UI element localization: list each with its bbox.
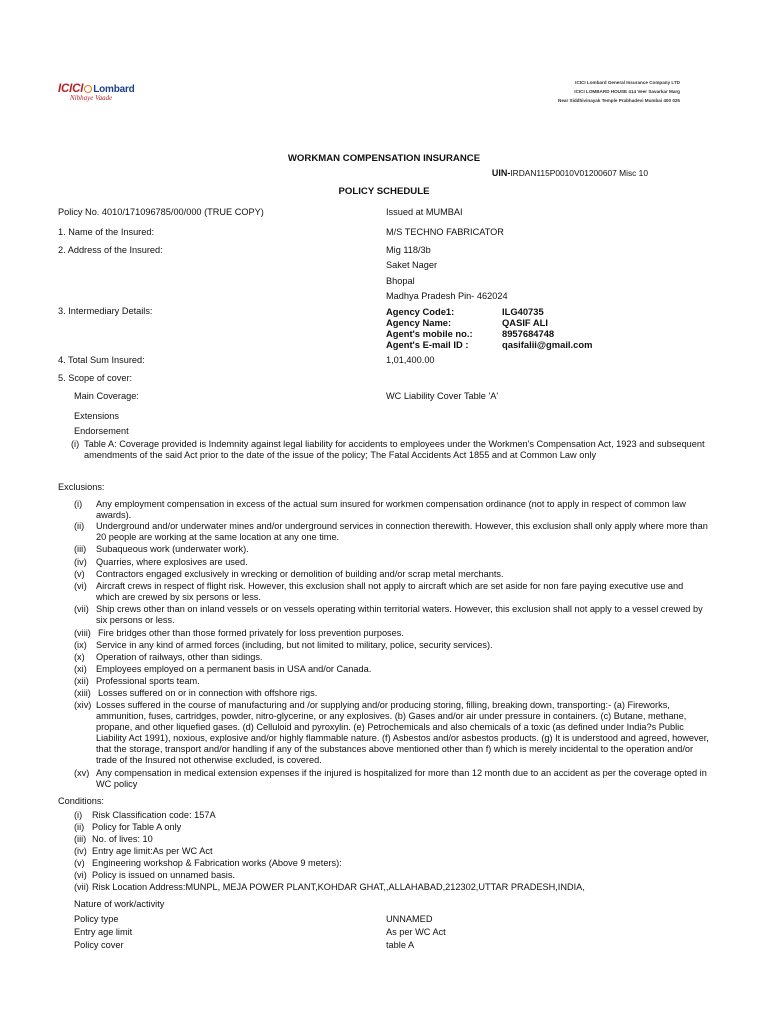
list-item-number: (iv) xyxy=(74,557,87,567)
list-item: Contractors engaged exclusively in wrecking or demolition of building and/or scrap metal merchants. xyxy=(96,569,504,579)
agency-code-value: ILG40735 xyxy=(502,306,544,317)
uin-label: UIN- xyxy=(491,168,511,178)
list-item-number: (v) xyxy=(74,569,85,579)
policy-type-label: Policy type xyxy=(74,914,119,924)
uin-value: IRDAN115P0010V01200607 Misc 10 xyxy=(510,168,648,178)
insured-name-label: 1. Name of the Insured: xyxy=(58,227,155,237)
logo-mark-icon xyxy=(84,85,92,93)
list-item: Policy for Table A only xyxy=(92,822,182,832)
list-item-number: (vii) xyxy=(74,882,89,892)
list-item-number: (xiv) xyxy=(74,700,92,710)
list-item: Policy is issued on unnamed basis. xyxy=(92,870,235,880)
list-item: Any compensation in medical extension expenses if the injured is hospitalized for more than 12 month due to an accident as per the coverage opted in WC policy xyxy=(96,768,707,789)
list-item: No. of lives: 10 xyxy=(92,834,153,844)
schedule-title: POLICY SCHEDULE xyxy=(338,186,430,197)
entry-age-value: As per WC Act xyxy=(386,927,446,937)
agency-name-label: Agency Name: xyxy=(386,317,452,328)
list-item: Fire bridges other than those formed privately for loss prevention purposes. xyxy=(98,628,404,638)
agency-name-value: QASIF ALI xyxy=(502,317,549,328)
list-item: Risk Classification code: 157A xyxy=(92,810,216,820)
address-line: Mig 118/3b xyxy=(386,245,431,255)
logo-tagline: Nibhaye Vaade xyxy=(70,94,113,102)
agency-code-label: Agency Code1: xyxy=(386,306,455,317)
list-item: Entry age limit:As per WC Act xyxy=(92,846,213,856)
conditions-heading: Conditions: xyxy=(58,796,104,806)
address-line: Saket Nager xyxy=(386,260,438,270)
list-item-number: (ii) xyxy=(74,521,85,531)
list-item-number: (iii) xyxy=(74,834,87,844)
table-a-text: Table A: Coverage provided is Indemnity against legal liability for accidents to employees under the Workmen's Compensation Act, 1923 and subsequent amendments of the said Act prior to the date of the issue of the policy; The Fatal Accidents Act 1855 and at Common Law only xyxy=(84,439,705,460)
issued-at: Issued at MUMBAI xyxy=(386,207,463,217)
list-item: Operation of railways, other than sidings. xyxy=(96,652,263,662)
list-item: Losses suffered on or in connection with offshore rigs. xyxy=(98,688,318,698)
address-line: Bhopal xyxy=(386,276,415,286)
list-item-number: (vii) xyxy=(74,604,89,614)
exclusions-heading: Exclusions: xyxy=(58,482,105,492)
list-item: Employees employed on a permanent basis in USA and/or Canada. xyxy=(96,664,372,674)
list-item-number: (ix) xyxy=(74,640,87,650)
policy-type-value: UNNAMED xyxy=(386,914,433,924)
list-item-number: (xiii) xyxy=(74,688,91,698)
agent-email-label: Agent's E-mail ID : xyxy=(386,339,469,350)
list-item: Aircraft crews in respect of flight risk. However, this exclusion shall not apply to aircraft which are set aside for non fare paying executive use and which are crewed by six persons or less. xyxy=(96,581,684,602)
sum-insured-value: 1,01,400.00 xyxy=(386,355,435,365)
company-address-block xyxy=(558,78,680,105)
list-item-number: (xii) xyxy=(74,676,89,686)
list-item-number: (vi) xyxy=(74,581,87,591)
list-item: Any employment compensation in excess of the actual sum insured for workmen compensation ordinance (not to apply in respect of common law awards). xyxy=(96,499,686,520)
list-item: Service in any kind of armed forces (including, but not limited to military, police, security services). xyxy=(96,640,493,650)
nature-of-work-label: Nature of work/activity xyxy=(74,899,165,909)
agent-mobile-value: 8957684748 xyxy=(502,328,555,339)
agent-mobile-label: Agent's mobile no.: xyxy=(386,328,473,339)
logo-brand-2: Lombard xyxy=(93,84,135,95)
insured-name-value: M/S TECHNO FABRICATOR xyxy=(386,227,504,237)
main-coverage-label: Main Coverage: xyxy=(74,391,139,401)
policy-cover-value: table A xyxy=(386,940,415,950)
list-item-number: (iii) xyxy=(74,544,87,554)
list-item: Losses suffered in the course of manufacturing and /or supplying and/or producing storing, filling, breaking down, transporting:- (a) Fireworks, ammunition, fuses, cartridges, powder, nitro-glycerine, or any explosives. (b) Gases and/or air under pressure in containers. (c) Butane, methane, propane, and other liquefied gases. (d) Celluloid and pyroxylin. (e) Petrochemicals and also chemicals of a toxic (as defined under India?s Public Liability Act 1991), noxious, explosive and/or highly flammable nature. (f) Asbestos and/or asbestos products. (g) It is understood and agreed, however, that the storage, transport and/or handling if any of the substances above mentioned other than f) which is merely incidental to the operation and/or trade of the Insured not otherwise excluded, is covered. xyxy=(96,700,709,765)
document-title: WORKMAN COMPENSATION INSURANCE xyxy=(287,153,481,164)
insured-address-label: 2. Address of the Insured: xyxy=(58,245,163,255)
company-line: ICICI LOMBARD HOUSE 414 Veer Savarkar Marg xyxy=(574,89,680,94)
sum-insured-label: 4. Total Sum Insured: xyxy=(58,355,145,365)
policy-number: Policy No. 4010/171096785/00/000 (TRUE COPY) xyxy=(58,207,264,217)
list-item-number: (viii) xyxy=(74,628,91,638)
company-line: ICICI Lombard General Insurance Company LTD xyxy=(575,80,680,85)
agent-email-value: qasifalii@gmail.com xyxy=(502,339,593,350)
address-line: Madhya Pradesh Pin- 462024 xyxy=(386,291,508,301)
extensions-label: Extensions xyxy=(74,411,119,421)
main-coverage-value: WC Liability Cover Table 'A' xyxy=(386,391,499,401)
intermediary-label: 3. Intermediary Details: xyxy=(58,306,153,316)
list-item-number: (x) xyxy=(74,652,85,662)
list-item: Engineering workshop & Fabrication works (Above 9 meters): xyxy=(92,858,342,868)
list-item: Underground and/or underwater mines and/or underground services in connection therewith. However, this exclusion shall only apply where more than 20 people are working at the same location at any one time. xyxy=(96,521,708,542)
list-item-number: (iv) xyxy=(74,846,87,856)
uin-line xyxy=(492,168,648,179)
logo-brand: ICICI xyxy=(58,83,84,95)
list-item: Quarries, where explosives are used. xyxy=(96,557,248,567)
list-item-number: (xv) xyxy=(74,768,90,778)
company-line: Near Siddhivinayak Temple Prabhadevi Mumbai 400 025 xyxy=(558,98,680,103)
list-item-number: (i) xyxy=(74,499,83,509)
scope-label: 5. Scope of cover: xyxy=(58,373,133,383)
list-item-number: (ii) xyxy=(74,822,85,832)
policy-cover-label: Policy cover xyxy=(74,940,124,950)
list-item: Ship crews other than on inland vessels or on vessels operating within territorial waters. However, this exclusion shall not apply to a vessel crewed by six persons or less. xyxy=(96,604,703,625)
entry-age-label: Entry age limit xyxy=(74,927,133,937)
list-item: Subaqueous work (underwater work). xyxy=(96,544,249,554)
list-item: Risk Location Address:MUNPL, MEJA POWER PLANT,KOHDAR GHAT,,ALLAHABAD,212302,UTTAR PRADESH,INDIA, xyxy=(92,882,585,892)
icici-lombard-logo xyxy=(58,84,135,104)
list-item-number: (vi) xyxy=(74,870,87,880)
list-item-number: (i) xyxy=(74,810,83,820)
table-a-number: (i) xyxy=(71,439,80,449)
list-item-number: (xi) xyxy=(74,664,87,674)
endorsement-label: Endorsement xyxy=(74,426,129,436)
list-item: Professional sports team. xyxy=(96,676,200,686)
list-item-number: (v) xyxy=(74,858,85,868)
